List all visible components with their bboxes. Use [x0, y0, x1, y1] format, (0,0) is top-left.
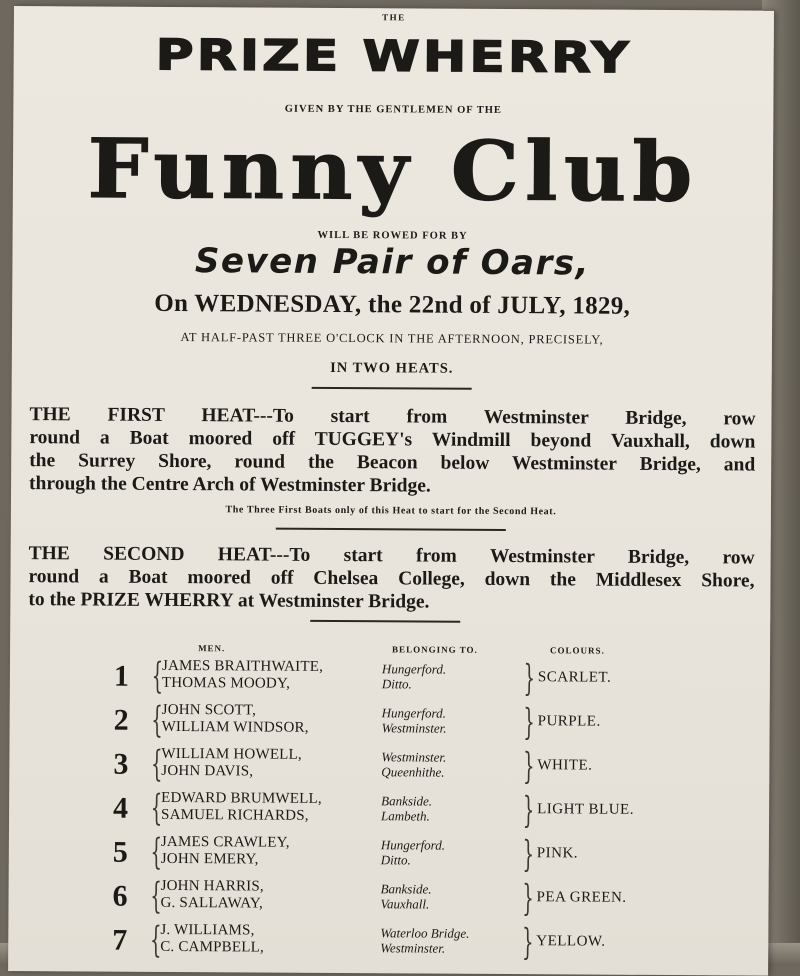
crew-colour: PURPLE.	[537, 713, 601, 730]
crew-man: G. SALLAWAY,	[160, 894, 264, 912]
crew-row	[9, 832, 769, 879]
brace: }	[523, 702, 535, 744]
first-heat-line: round a Boat moored off TUGGEY's Windmill beyond Vauxhall, down	[29, 427, 756, 453]
first-heat-line: through the Centre Arch of Westminster Bridge.	[29, 473, 431, 497]
title-the: THE	[382, 12, 406, 23]
crew-number: 6	[112, 879, 128, 913]
heats-line: IN TWO HEATS.	[330, 359, 454, 377]
brace: {	[151, 699, 163, 741]
brace: }	[521, 922, 534, 964]
crew-belonging-1: Waterloo Bridge.	[380, 925, 470, 941]
divider	[276, 528, 506, 531]
crew-man: JOHN HARRIS,	[160, 877, 264, 895]
given-by-line: GIVEN BY THE GENTLEMEN OF THE	[284, 103, 502, 116]
crew-row	[10, 700, 770, 747]
crew-belonging-2: Ditto.	[380, 852, 411, 868]
crew-number: 1	[113, 659, 130, 693]
crew-number: 3	[113, 747, 129, 781]
crew-number: 5	[112, 835, 128, 869]
brace: {	[150, 875, 162, 917]
header-belonging: BELONGING TO.	[392, 644, 478, 655]
crew-men	[161, 746, 302, 781]
crew-man: JOHN EMERY,	[160, 850, 259, 868]
date-line: On WEDNESDAY, the 22nd of JULY, 1829,	[154, 289, 631, 320]
second-heat-line: to the PRIZE WHERRY at Westminster Bridge.	[28, 589, 430, 613]
crew-men	[162, 658, 323, 693]
divider	[312, 387, 472, 390]
crew-belonging	[380, 881, 431, 911]
club-name: Funny Club	[87, 120, 699, 221]
crew-colour: PINK.	[536, 845, 579, 862]
header-colours: COLOURS.	[550, 645, 605, 656]
crew-row	[9, 788, 769, 835]
oars-heading: Seven Pair of Oars,	[194, 241, 591, 284]
crew-row	[9, 744, 769, 791]
first-heat-paragraph	[29, 403, 756, 499]
divider	[310, 620, 460, 622]
crew-colour: SCARLET.	[537, 669, 612, 686]
crew-belonging-2: Ditto.	[381, 676, 412, 692]
time-line: AT HALF-PAST THREE O'CLOCK IN THE AFTERNOON, PRECISELY,	[180, 330, 604, 347]
second-heat-line: round a Boat moored off Chelsea College, down the Middlesex Shore,	[28, 566, 755, 592]
crew-belonging-2: Queenhithe.	[381, 764, 445, 780]
brace: }	[522, 834, 535, 876]
crew-men	[160, 878, 263, 913]
crew-man: JOHN SCOTT,	[161, 701, 257, 719]
crew-belonging	[380, 925, 469, 956]
crew-belonging-2: Vauxhall.	[380, 896, 430, 912]
crew-belonging-1: Hungerford.	[381, 661, 447, 677]
header-men: MEN.	[198, 643, 226, 654]
crew-belonging	[382, 661, 446, 691]
crew-belonging	[381, 793, 432, 823]
crew-belonging-2: Westminster.	[380, 940, 446, 956]
brace: {	[151, 655, 164, 697]
crew-man: WILLIAM HOWELL,	[161, 745, 302, 763]
crew-men	[161, 834, 290, 869]
crew-number: 2	[113, 703, 129, 737]
brace: {	[150, 831, 163, 873]
rowed-for-line: WILL BE ROWED FOR BY	[317, 229, 468, 242]
brace: {	[149, 919, 162, 961]
poster	[8, 6, 774, 976]
first-heat-line: the Surrey Shore, round the Beacon below Westminster Bridge, and	[29, 450, 756, 476]
crew-man: SAMUEL RICHARDS,	[161, 806, 309, 824]
crew-row	[8, 920, 768, 967]
crew-number: 7	[112, 923, 128, 957]
crew-number: 4	[113, 791, 129, 825]
first-heat-note: The Three First Boats only of this Heat to start for the Second Heat.	[225, 504, 557, 518]
crew-belonging-2: Westminster.	[381, 720, 447, 736]
crew-belonging-1: Hungerford.	[380, 837, 446, 853]
brace: }	[522, 878, 534, 920]
crew-man: JOHN DAVIS,	[161, 762, 254, 780]
brace: }	[522, 790, 535, 832]
crew-row	[8, 876, 768, 923]
crew-colour: LIGHT BLUE.	[537, 801, 635, 818]
first-heat-line: THE FIRST HEAT---To start from Westminster Bridge, row	[29, 404, 756, 430]
crew-man: JAMES CRAWLEY,	[160, 833, 290, 851]
brace: }	[522, 746, 535, 788]
crew-man: C. CAMPBELL,	[160, 938, 264, 956]
poster-title: PRIZE WHERRY	[155, 30, 632, 83]
crew-men	[162, 702, 309, 737]
brace: {	[150, 743, 163, 785]
crew-men	[161, 790, 322, 825]
crew-belonging-1: Bankside.	[381, 793, 433, 809]
crew-belonging-1: Bankside.	[380, 881, 432, 897]
brace: }	[523, 658, 536, 700]
crew-belonging-2: Lambeth.	[381, 808, 430, 824]
second-heat-line: THE SECOND HEAT---To start from Westminster Bridge, row	[28, 543, 755, 569]
crew-colour: YELLOW.	[536, 933, 606, 950]
crew-colour: PEA GREEN.	[536, 889, 627, 906]
crew-belonging	[381, 749, 446, 779]
crew-belonging	[381, 837, 445, 867]
crew-man: THOMAS MOODY,	[161, 674, 291, 692]
crew-belonging-1: Westminster.	[381, 749, 447, 765]
second-heat-paragraph	[28, 542, 754, 615]
crew-man: J. WILLIAMS,	[160, 921, 255, 939]
crew-man: WILLIAM WINDSOR,	[161, 718, 309, 736]
brace: {	[150, 787, 163, 829]
crew-man: JAMES BRAITHWAITE,	[161, 657, 324, 675]
crew-colour: WHITE.	[537, 757, 593, 774]
crew-belonging-1: Hungerford.	[381, 705, 446, 721]
crew-row	[10, 656, 770, 703]
crew-man: EDWARD BRUMWELL,	[161, 789, 322, 807]
crew-men	[160, 922, 264, 957]
crew-belonging	[382, 705, 447, 735]
